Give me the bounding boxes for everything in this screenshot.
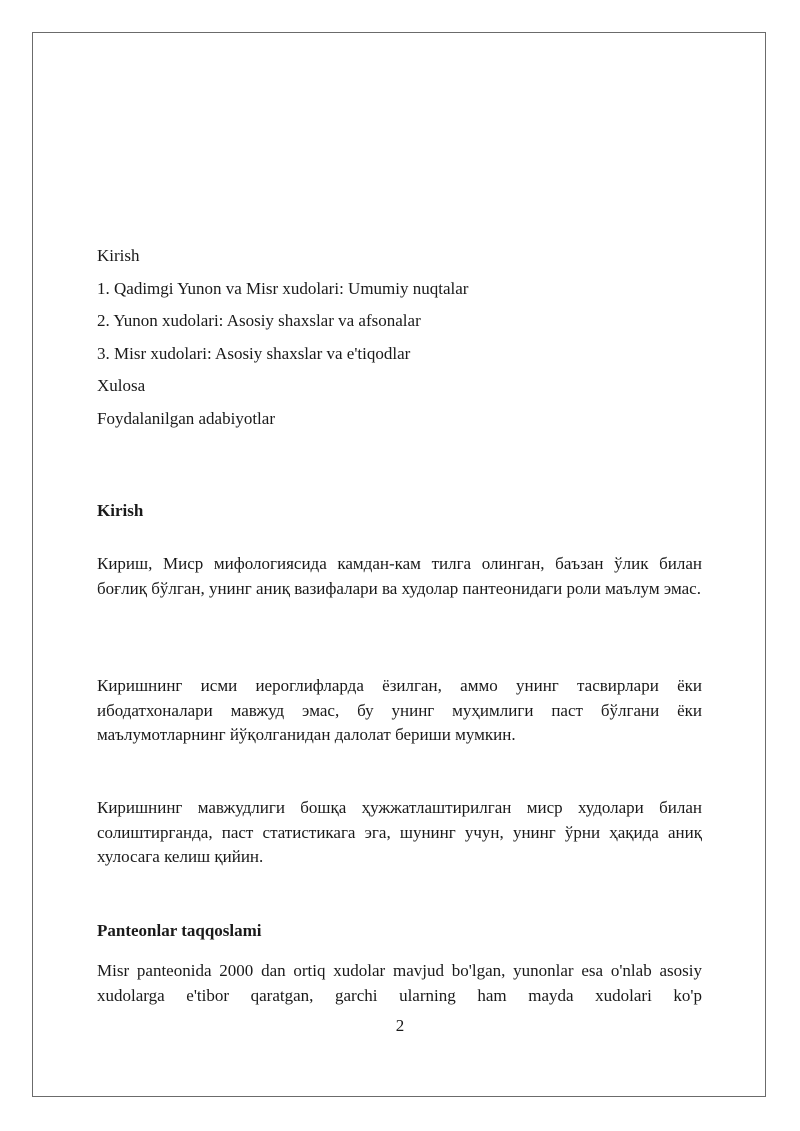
paragraph: Киришнинг исми иероглифларда ёзилган, аммо унинг тасвирлари ёки ибодатхоналари мавжуд эмас, бу унинг муҳимлиги паст бўлгани ёки маълумотларнинг йўқолганидан далолат бериши мумкин. [97, 676, 702, 744]
section-heading: Kirish [97, 501, 144, 520]
toc-item: Xulosa [97, 376, 146, 395]
toc-item: Kirish [97, 246, 140, 265]
table-of-contents [97, 240, 707, 435]
section-heading-kirish-wrapper [97, 499, 702, 523]
toc-item: 2. Yunon xudolari: Asosiy shaxslar va afsonalar [97, 311, 421, 330]
toc-item: 3. Misr xudolari: Asosiy shaxslar va e'tiqodlar [97, 343, 411, 363]
toc-item: Foydalanilgan adabiyotlar [97, 408, 275, 428]
page-number: 2 [395, 1016, 405, 1035]
toc-item: 1. Qadimgi Yunon va Misr xudolari: Umumiy nuqtalar [97, 278, 469, 298]
paragraph-3-wrapper [97, 796, 702, 870]
paragraph-4-wrapper [97, 959, 702, 1007]
section-heading-panteonlar-wrapper [97, 919, 702, 943]
paragraph: Киришнинг мавжудлиги бошқа ҳужжатлаштирилган миср худолари билан солиштирганда, паст статистикага эга, шунинг учун, унинг ўрни ҳақида аниқ хулосага келиш қийин. [97, 798, 702, 866]
paragraph: Кириш, Миср мифологиясида камдан-кам тилга олинган, баъзан ўлик билан боғлиқ бўлган, унинг аниқ вазифалари ва худолар пантеонидаги роли маълум эмас. [97, 554, 702, 598]
paragraph: Misr panteonida 2000 dan ortiq xudolar mavjud bo'lgan, yunonlar esa o'nlab asosiy xudolarga e'tibor qaratgan, garchi ularning ham mayda xudolari ko'p [97, 961, 702, 1005]
section-heading: Panteonlar taqqoslami [97, 921, 262, 940]
paragraph-1-wrapper [97, 552, 702, 601]
paragraph-2-wrapper [97, 674, 702, 748]
